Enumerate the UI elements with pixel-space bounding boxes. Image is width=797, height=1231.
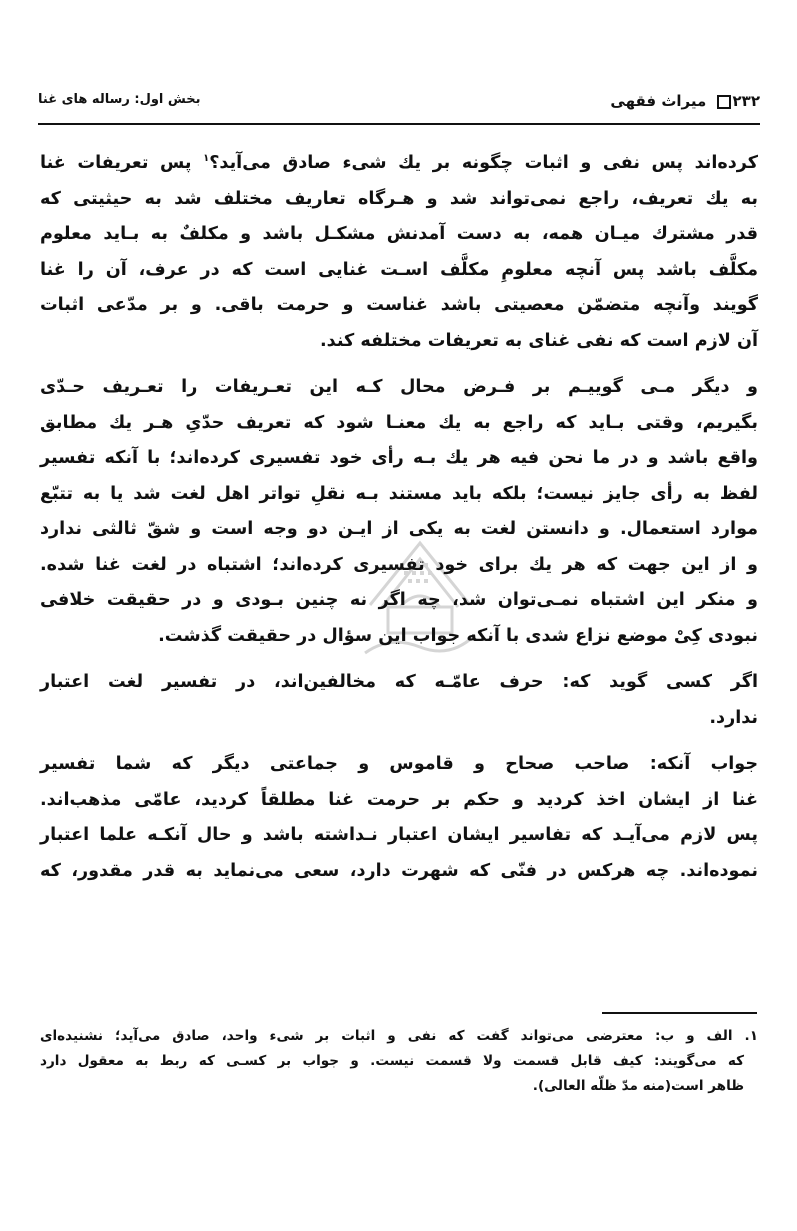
text-line: واقع باشد و در ما نحن فیه هر یك بـه رأی خود تفسیری کرده‌اند؛ با آنکه تفسیر (40, 448, 758, 468)
text-line: آن لازم است که نفی غنای به تعریفات مختلفه کند. (320, 330, 758, 351)
paragraph (40, 370, 758, 654)
footnote-reference[interactable]: ۱ (203, 153, 210, 165)
text-line: بگیریم، وقتی بـاید که راجع به یك معنـا شود که تعریف حدّیِ هـر یك مطابق (40, 412, 758, 433)
text-line: پس لازم می‌آیـد که تفاسیر ایشان اعتبار نـداشته باشد و حال آنکـه علما اعتبار (40, 825, 758, 845)
page-number: ۲۳۲ (732, 92, 760, 110)
text-line: مکلَّف باشد پس آنچه معلومِ مکلَّف اسـت غنایی است که در عرف، آن را غنا (40, 259, 758, 280)
footnote-line: ظاهر است(منه مدّ ظلّه العالی). (532, 1078, 744, 1094)
footnote-rule (602, 1012, 757, 1014)
text-line: جواب آنکه: صاحب صحاح و قاموس و جماعتی دیگر که شما تفسیر (40, 754, 758, 774)
text-line: لفظ به رأی جایز نیست؛ بلکه باید مستند بـه نقلِ تواتر اهل لغت شد یا به تتبّع (40, 483, 758, 504)
text-line: گویند وآنچه متضمّن معصیتی باشد غناست و حرمت باقی. و بر مدّعی اثبات (40, 295, 758, 315)
text-line: قدر مشترك میـان همه، به دست آمدنش مشکـل باشد و مکلفٌ به بـاید معلوم (40, 224, 758, 244)
footnote-line: که می‌گویند: کیف قابل قسمت ولا قسمت نیست. و جواب بر کسـی که ربط به معقول دارد (40, 1053, 744, 1069)
text-line: ندارد. (709, 707, 758, 728)
text-line: نبودی کِیْ موضع نزاع شدی با آنکه جواب این سؤال در حقیقت گذشت. (158, 625, 758, 646)
text-line: کرده‌اند پس نفی و اثبات چگونه بر یك شیء صادق می‌آید؟$^۱$ پس تعریفات غنا (40, 153, 758, 173)
page-info (610, 92, 760, 110)
text-line: و دیگر مـی گوییـم بر فـرض محال کـه این تعـریفات را تعـریف حـدّی (40, 377, 758, 397)
text-line: اگر کسی گوید که: حرف عامّـه که مخالفین‌اند، در تفسیر لغت اعتبار (40, 672, 758, 692)
section-title: بخش اول: رساله های غنا (38, 92, 201, 107)
paragraph (40, 665, 758, 736)
text-line: موارد استعمال. و دانستن لغت به یکی از ایـن دو وجه است و شقّ ثالثی ندارد (40, 519, 758, 539)
text-line: نموده‌اند. چه هرکس در فنّی که شهرت دارد، سعی می‌نماید به قدر مقدور، که (40, 860, 758, 881)
paragraph (40, 146, 758, 359)
square-ornament-icon (717, 95, 731, 109)
paragraph (40, 747, 758, 889)
running-header (38, 92, 760, 114)
text-line: غنا از ایشان اخذ کردید و حکم بر حرمت غنا مطلقاً کردید، عامّی مذهب‌اند. (40, 789, 758, 810)
footnotes (40, 1024, 758, 1099)
text-line: و منکر این اشتباه نمـی‌توان شد، چه اگر نه چنین بـودی و در حقیقت خلافی (40, 590, 758, 610)
body-text (40, 146, 758, 900)
header-rule (38, 123, 760, 125)
book-title: میراث فقهی (610, 92, 707, 110)
text-line: به یك تعریف، راجع نمی‌تواند شد و هـرگاه تعاریف مختلف شد به حیثیتی که (40, 188, 758, 209)
text-line: و از این جهت که هر یك برای خود تفسیری کرده‌اند؛ اشتباه در لغت غنا شده. (40, 554, 758, 575)
footnote-line: ۱. الف و ب: معترضی می‌تواند گفت که نفی و اثبات بر شیء واحد، صادق می‌آید؛ نشنیده‌ای (40, 1028, 758, 1044)
